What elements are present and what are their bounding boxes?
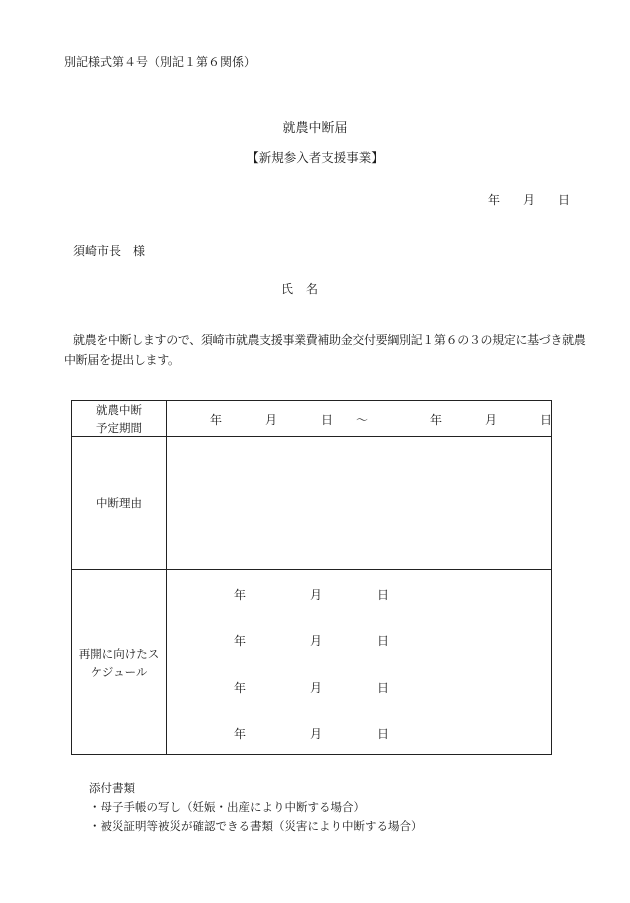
period-start-day: 日	[321, 413, 334, 427]
date-day-label: 日	[558, 193, 571, 207]
period-start-month: 月	[265, 413, 278, 427]
reason-label: 中断理由	[96, 495, 142, 510]
period-end-year: 年	[430, 413, 443, 427]
period-label-line1: 就農中断	[96, 402, 142, 417]
form-table	[71, 400, 552, 755]
schedule-label-line2: ケジュール	[90, 664, 148, 679]
period-label-cell	[72, 401, 166, 436]
schedule-month: 月	[310, 588, 323, 602]
attachments-heading: 添付書類	[89, 781, 135, 795]
reason-input-area[interactable]	[167, 437, 551, 569]
body-paragraph: 就農を中断しますので、須崎市就農支援事業費補助金交付要綱別記１第６の３の規定に基づき就農中断届を提出します。	[64, 333, 586, 367]
period-tilde: ～	[356, 413, 369, 427]
attachment-item: ・被災証明等被災が確認できる書類（災害により中断する場合）	[89, 819, 423, 833]
date-year-label: 年	[488, 193, 501, 207]
schedule-month: 月	[310, 681, 323, 695]
date-month-label: 月	[523, 193, 536, 207]
schedule-year: 年	[234, 727, 247, 741]
addressee: 須崎市長 様	[73, 244, 146, 258]
schedule-day: 日	[377, 634, 390, 648]
schedule-month: 月	[310, 634, 323, 648]
attachments-section	[89, 779, 423, 836]
page-subtitle: 【新規参入者支援事業】	[246, 150, 384, 165]
schedule-day: 日	[377, 588, 390, 602]
schedule-day: 日	[377, 681, 390, 695]
form-number: 別記様式第４号（別記１第６関係）	[64, 55, 257, 69]
schedule-year: 年	[234, 634, 247, 648]
page-title: 就農中断届	[282, 121, 348, 136]
schedule-year: 年	[234, 681, 247, 695]
period-start-year: 年	[210, 413, 223, 427]
period-label-line2: 予定期間	[96, 420, 142, 435]
schedule-label-line1: 再開に向けたス	[78, 646, 160, 661]
schedule-label-cell	[72, 569, 166, 756]
schedule-year: 年	[234, 588, 247, 602]
name-label-mei: 名	[306, 282, 319, 296]
period-end-month: 月	[485, 413, 498, 427]
reason-label-cell	[72, 436, 166, 569]
name-label-shi: 氏	[281, 282, 294, 296]
attachment-item: ・母子手帳の写し（妊娠・出産により中断する場合）	[89, 800, 365, 814]
schedule-day: 日	[377, 727, 390, 741]
period-end-day: 日	[540, 413, 553, 427]
schedule-month: 月	[310, 727, 323, 741]
